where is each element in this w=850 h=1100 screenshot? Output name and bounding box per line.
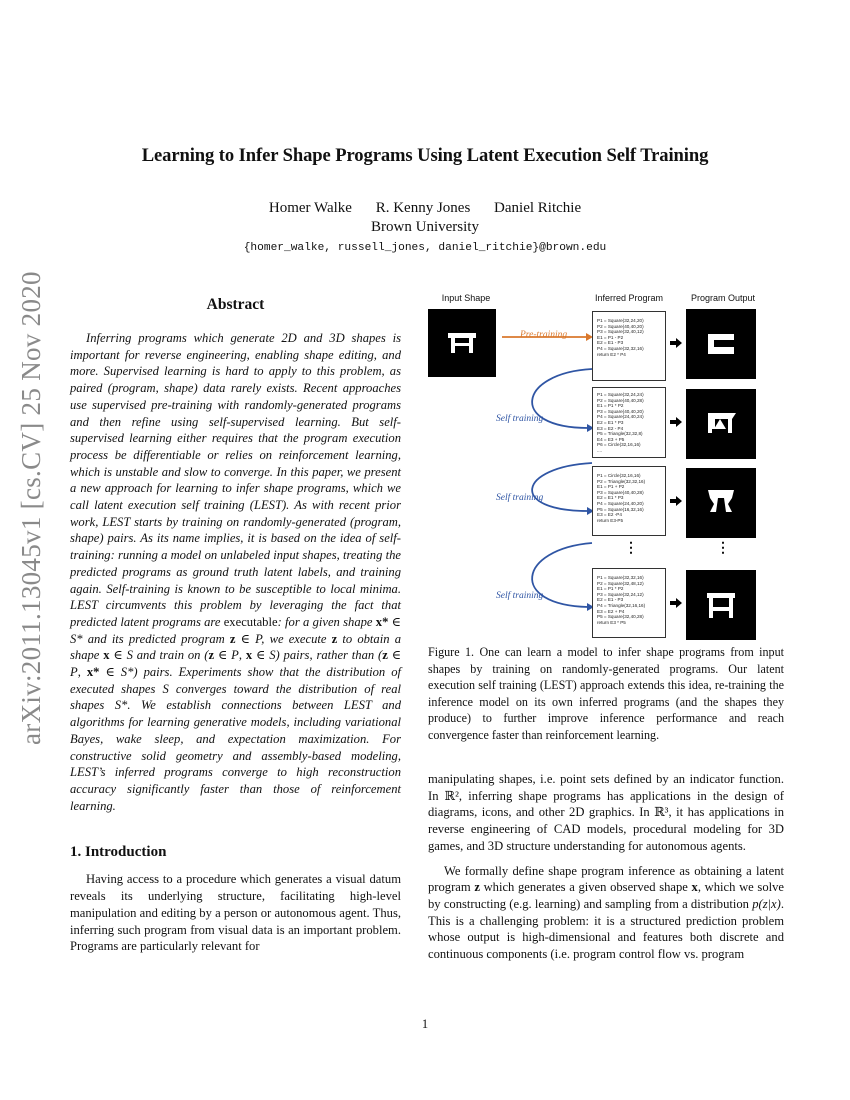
math-P: P (255, 631, 262, 646)
program-line: P5 = Square(16,32,16) (597, 506, 644, 512)
program-line: P5 = Triangle(32,32,8) (597, 431, 643, 437)
abstract-text: and train on ( (132, 648, 209, 663)
pretraining-label: Pre-training (520, 330, 568, 340)
table-shape-icon (686, 570, 756, 640)
math-x-star: x* (375, 614, 389, 629)
figure-caption-text: Figure 1. One can learn a model to infer shape programs from input shapes by training on randomly-generated programs. Our latent execution self training (LEST) approach extends this idea, re-training the inference model on its own inferred programs (and the shapes they produce) to further improve inference performance and reach convergence faster than reinforcement learning. (428, 645, 784, 742)
program-line: P2 = Triangle(32,32,16) (597, 478, 646, 484)
program-line: P1 = Square(32,24,24) (597, 392, 644, 397)
program-line: P3 = Square(40,40,20) (597, 408, 644, 414)
continuation-dots-icon: ⋮ (716, 541, 730, 556)
self-training-label: Self training (496, 414, 544, 424)
math-x: x (245, 648, 253, 663)
continuation-dots-icon: ⋮ (624, 541, 638, 556)
figure-caption (428, 644, 784, 744)
column-header-input-shape: Input Shape (441, 293, 491, 303)
math-in: ∈ (109, 648, 127, 663)
program-line: E1 = P1 + P2 (597, 484, 625, 490)
program-line: E1 = P1 * P2 (597, 586, 624, 592)
math-z: z (331, 631, 338, 646)
program-line: P1 = Square(32,24,20) (597, 318, 644, 323)
inferred-program-box (592, 387, 666, 458)
program-line: P2 = Square(32,48,12) (597, 580, 644, 586)
program-line: P3 = Square(32,24,12) (597, 591, 644, 597)
intro-paragraph (428, 863, 784, 963)
table-shape-icon (428, 309, 496, 377)
program-line: P3 = Square(32,40,12) (597, 329, 644, 335)
program-line: .... (597, 447, 603, 453)
self-training-label: Self training (496, 591, 544, 601)
abstract-text: executable (223, 614, 278, 629)
author-name: Daniel Ritchie (494, 200, 582, 216)
author-name: R. Kenny Jones (375, 200, 471, 216)
intro-paragraph-continued: manipulating shapes, i.e. point sets defined by an indicator function. In ℝ², inferring shape programs has applications in the design of diagrams, icons, and other 2D graphics. In ℝ³, it has applications in reverse engineering of CAD models, procedural modeling for 3D games, and 3D structure understanding for autonomous agents. (428, 772, 784, 853)
column-header-inferred-program: Inferred Program (594, 293, 664, 303)
math-S-star: S* (70, 631, 83, 646)
program-line: P4 = Square(24,40,24) (597, 414, 644, 420)
program-line: P2 = Square(40,40,20) (597, 323, 644, 329)
program-line: E3 = E2 -P4 (597, 512, 622, 518)
math-in: ∈ (387, 648, 402, 663)
program-line: E2 = E1 * P3 (597, 419, 624, 425)
abstract-text: and its predicted program (82, 631, 230, 646)
program-line: P1 = Circle(32,16,16) (597, 473, 641, 478)
author-list (0, 200, 850, 217)
abstract-heading: Abstract (206, 296, 265, 313)
abstract-text: Inferring programs which generate 2D and 3D shapes is important for reverse engineering, enabling shape editing, and more. Supervised learning is hard to apply to this problem, as paired (program, shape) data rarely exists. Recent approaches use supervised pre-training with randomly-generated programs and then refine using self-supervised learning. But self-supervised learning either requires that the program execution process be differentiable or relies on reinforcement learning, which is unstable and slow to converge. In this paper, we present a new approach for learning to infer shape programs, which we call latent execution self training (LEST). As with recent prior work, LEST starts by training on randomly-generated (program, shape) pairs. As its name implies, it is based on the idea of self-training: running a model on unlabeled input shapes, treating the predicted programs as ground truth latent labels, and training again. Self-training is known to be susceptible to local minima. LEST circumvents this problem by leveraging the fact that predicted latent programs are (70, 331, 401, 629)
abstract-text: ) pairs. Experiments show that the distribution of executed shapes (70, 665, 402, 696)
math-x: x (103, 648, 110, 663)
math-in: ∈ (99, 665, 121, 680)
program-output-image (686, 389, 756, 459)
abstract-text: . We establish connections between LEST and algorithms for learning generative models, including variational Bayes, wake sleep, and expectation maximization. For constructive solid geometry and assembly-based modeling, LEST’s inferred programs converge to high reconstruction accuracy significantly faster than those of reinforcement learning. (70, 698, 401, 813)
self-training-label: Self training (496, 493, 544, 503)
math-S: S (162, 681, 169, 696)
execute-arrow-icon (670, 598, 682, 608)
intro-text: . This is a challenging problem: it is a structured prediction problem whose output is high-dimensional and features both discrete and continuous components (i.e. program control flow vs. program (428, 896, 784, 962)
math-in: ∈ (235, 631, 256, 646)
arxiv-identifier-stamp: arXiv:2011.13045v1 [cs.CV] 25 Nov 2020 (16, 271, 46, 745)
math-in: ∈ (252, 648, 270, 663)
math-p-z-given-x: p(z|x) (752, 896, 781, 911)
program-output-image (686, 468, 756, 538)
math-P: P (231, 648, 239, 663)
abstract-body: Inferring programs which generate 2D and 3D shapes is important for reverse engineering, enabling shape editing, and more. Supervised learning is hard to apply to this problem, as paired (program, shape) data rarely exists. Recent approaches use supervised pre-training with randomly-generated programs and then refine using self-supervised learning. But self-supervised learning either requires that the program execution process be differentiable or relies on reinforcement learning, which is unstable and slow to converge. In this paper, we present a new approach for learning to infer shape programs, which we call latent execution self training (LEST). As with recent prior work, LEST starts by training on randomly-generated (program, shape) pairs. As its name implies, it is based on the idea of self-training: running a model on unlabeled input shapes, treating the predicted programs as ground truth latent labels, and training again. Self-training is known to be susceptible to local minima. LEST circumvents this problem by leveraging the fact that predicted latent programs are executable: for a given shape x* ∈ S* and its predicted program z ∈ P, we execute z to obtain a shape x ∈ S and train on (z ∈ P, x ∈ S) pairs, rather than (z ∈ P, x* ∈ S*) pairs. Experiments show that the distribution of executed shapes S converges toward the distribution of real shapes S*. We establish connections between LEST and algorithms for learning generative models, including variational Bayes, wake sleep, and expectation maximization. For constructive solid geometry and assembly-based modeling, LEST’s inferred programs converge to high reconstruction accuracy significantly faster than those of reinforcement learning. (70, 331, 402, 813)
program-line: P4 = Square(32,32,16) (597, 345, 644, 351)
paper-title: Learning to Infer Shape Programs Using Latent Execution Self Training (141, 145, 709, 166)
execute-arrow-icon (670, 417, 682, 427)
program-line: P4 = Square(24,40,20) (597, 500, 644, 506)
program-line: E2 = E1 - P3 (597, 340, 624, 346)
intro-text: We formally define shape program inference as obtaining a latent program (428, 863, 784, 895)
input-shape-image (428, 309, 496, 377)
math-S: S (126, 648, 133, 663)
author-name: Homer Walke (268, 200, 352, 216)
program-line: P1 = Square(32,32,16) (597, 575, 644, 580)
abstract-text: ) pairs, rather than ( (275, 648, 383, 663)
program-output-image (686, 570, 756, 640)
math-S-star: S* (114, 698, 128, 713)
math-z: z (229, 631, 236, 646)
inferred-program-box (592, 466, 666, 536)
abstract-text: to obtain a shape (70, 631, 401, 663)
program-line: E1 = P1 * P2 (597, 403, 624, 409)
output-shape-icon (686, 389, 756, 459)
program-line: P4 = Triangle(32,16,16) (597, 602, 646, 608)
output-shape-icon (686, 309, 756, 379)
math-in: ∈ (388, 614, 401, 629)
math-x: x (691, 880, 698, 895)
author-emails: {homer_walke, russell_jones, daniel_ritchie}@brown.edu (243, 242, 607, 254)
math-x-star: x* (86, 665, 100, 680)
program-line: return E2 * P4 (597, 351, 626, 357)
program-line: E4 = E3 + P5 (597, 436, 625, 442)
program-line: E3 = E2 - P4 (597, 425, 624, 431)
section-heading-introduction: 1. Introduction (70, 844, 167, 861)
math-z: z (474, 880, 480, 895)
intro-text: which generates a given observed shape (479, 880, 692, 895)
program-line: E1 = P1 - P2 (597, 334, 624, 340)
execute-arrow-icon (670, 338, 682, 348)
execute-arrow-icon (670, 496, 682, 506)
program-line: P2 = Square(40,40,28) (597, 397, 644, 403)
math-z: z (208, 648, 215, 663)
program-line: return E3 * P5 (597, 619, 626, 625)
program-line: E2 = E1 - P3 (597, 597, 624, 603)
abstract-text: converges toward the distribution of real shapes (70, 681, 402, 713)
inferred-program-box (592, 311, 666, 381)
left-column (70, 296, 401, 955)
program-line: return E3-P5 (597, 517, 624, 523)
program-line: P3 = Square(40,40,28) (597, 489, 644, 495)
column-header-program-output: Program Output (690, 293, 756, 303)
figure-1 (428, 293, 768, 638)
math-S: S (269, 648, 276, 663)
program-line: P6 = Circle(32,16,16) (597, 442, 641, 448)
abstract-text: , we execute (261, 631, 332, 646)
abstract-text: : for a given shape (277, 614, 376, 629)
intro-text: , which we solve by constructing (e.g. learning) and sampling from a distribution (428, 880, 785, 911)
math-S-star: S* (120, 665, 134, 680)
page-number: 1 (421, 1017, 429, 1031)
output-shape-icon (686, 468, 756, 538)
math-P: P (70, 665, 78, 680)
affiliation: Brown University (371, 219, 479, 235)
program-output-image (686, 309, 756, 379)
math-z: z (382, 648, 388, 663)
program-line: E2 = E1 * P3 (597, 495, 624, 501)
program-line: P5 = Square(32,40,28) (597, 614, 644, 620)
intro-paragraph: Having access to a procedure which generates a visual datum reveals its underlying structure, facilitating high-level manipulation and editing by a person or autonomous agent. Thus, inferring such program from visual data is an important problem. Programs are particularly relevant for (70, 872, 401, 954)
math-in: ∈ (214, 648, 232, 663)
right-column (428, 771, 784, 963)
program-line: E3 = E2 + P4 (597, 608, 625, 614)
inferred-program-box (592, 568, 666, 638)
